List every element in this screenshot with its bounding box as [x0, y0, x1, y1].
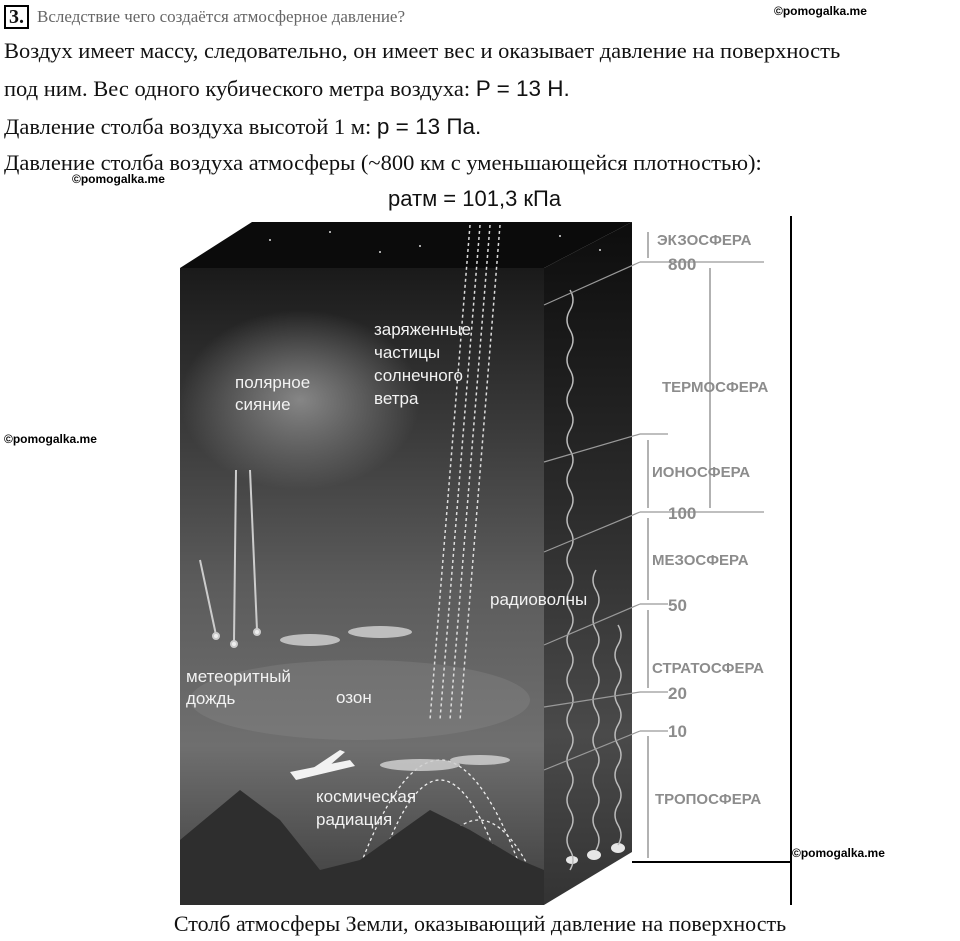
cosmic-label-2: радиация	[316, 810, 393, 829]
layer-arrows	[648, 232, 710, 858]
layer-mesosphere: МЕЗОСФЕРА	[652, 552, 749, 569]
cosmic-label-1: космическая	[316, 787, 417, 806]
altitude-800: 800	[668, 255, 697, 274]
question-text: Вследствие чего создаётся атмосферное давление?	[37, 7, 406, 26]
solar-wind-label-3: солнечного	[374, 366, 463, 385]
layer-thermosphere: ТЕРМОСФЕРА	[662, 379, 769, 396]
aurora-label-2: сияние	[235, 395, 291, 414]
answer-line-4: Давление столба воздуха атмосферы (~800 км с уменьшающейся плотностью):	[4, 150, 762, 175]
layer-ionosphere: ИОНОСФЕРА	[652, 464, 751, 481]
answer-line-3-text: Давление столба воздуха высотой 1 м:	[4, 114, 377, 139]
pressure-formula: p = 13 Па.	[376, 114, 482, 139]
layer-exosphere: ЭКЗОСФЕРА	[657, 232, 752, 249]
altitude-10: 10	[668, 722, 687, 741]
watermark-left-top: ©pomogalka.me	[72, 172, 165, 186]
solar-wind-label-1: заряженные	[374, 320, 471, 339]
solar-wind-label-2: частицы	[374, 343, 441, 362]
answer-line-1: Воздух имеет массу, следовательно, он имеет вес и оказывает давление на поверхность	[4, 38, 841, 63]
radio-waves-label: радиоволны	[490, 590, 588, 609]
ozone-label: озон	[336, 688, 372, 707]
altitude-20: 20	[668, 684, 687, 703]
watermark-top: ©pomogalka.me	[774, 4, 867, 18]
altitude-100: 100	[668, 504, 697, 523]
answer-line-2-text: под ним. Вес одного кубического метра воздуха:	[4, 76, 476, 101]
meteor-label-2: дождь	[186, 689, 236, 708]
weight-formula: P = 13 Н.	[475, 76, 570, 101]
solar-wind-label-4: ветра	[374, 389, 419, 408]
altitude-50: 50	[668, 596, 687, 615]
question-number: 3.	[4, 5, 29, 29]
watermark-right-bottom: ©pomogalka.me	[792, 846, 885, 860]
aurora-label-1: полярное	[235, 373, 311, 392]
figure-caption: Столб атмосферы Земли, оказывающий давление на поверхность	[173, 911, 787, 936]
meteor-label-1: метеоритный	[186, 667, 291, 686]
layer-troposphere: ТРОПОСФЕРА	[655, 791, 762, 808]
watermark-left-mid: ©pomogalka.me	[4, 432, 97, 446]
layer-stratosphere: СТРАТОСФЕРА	[652, 660, 765, 677]
atmospheric-pressure-formula: pатм = 101,3 кПа	[388, 186, 562, 211]
